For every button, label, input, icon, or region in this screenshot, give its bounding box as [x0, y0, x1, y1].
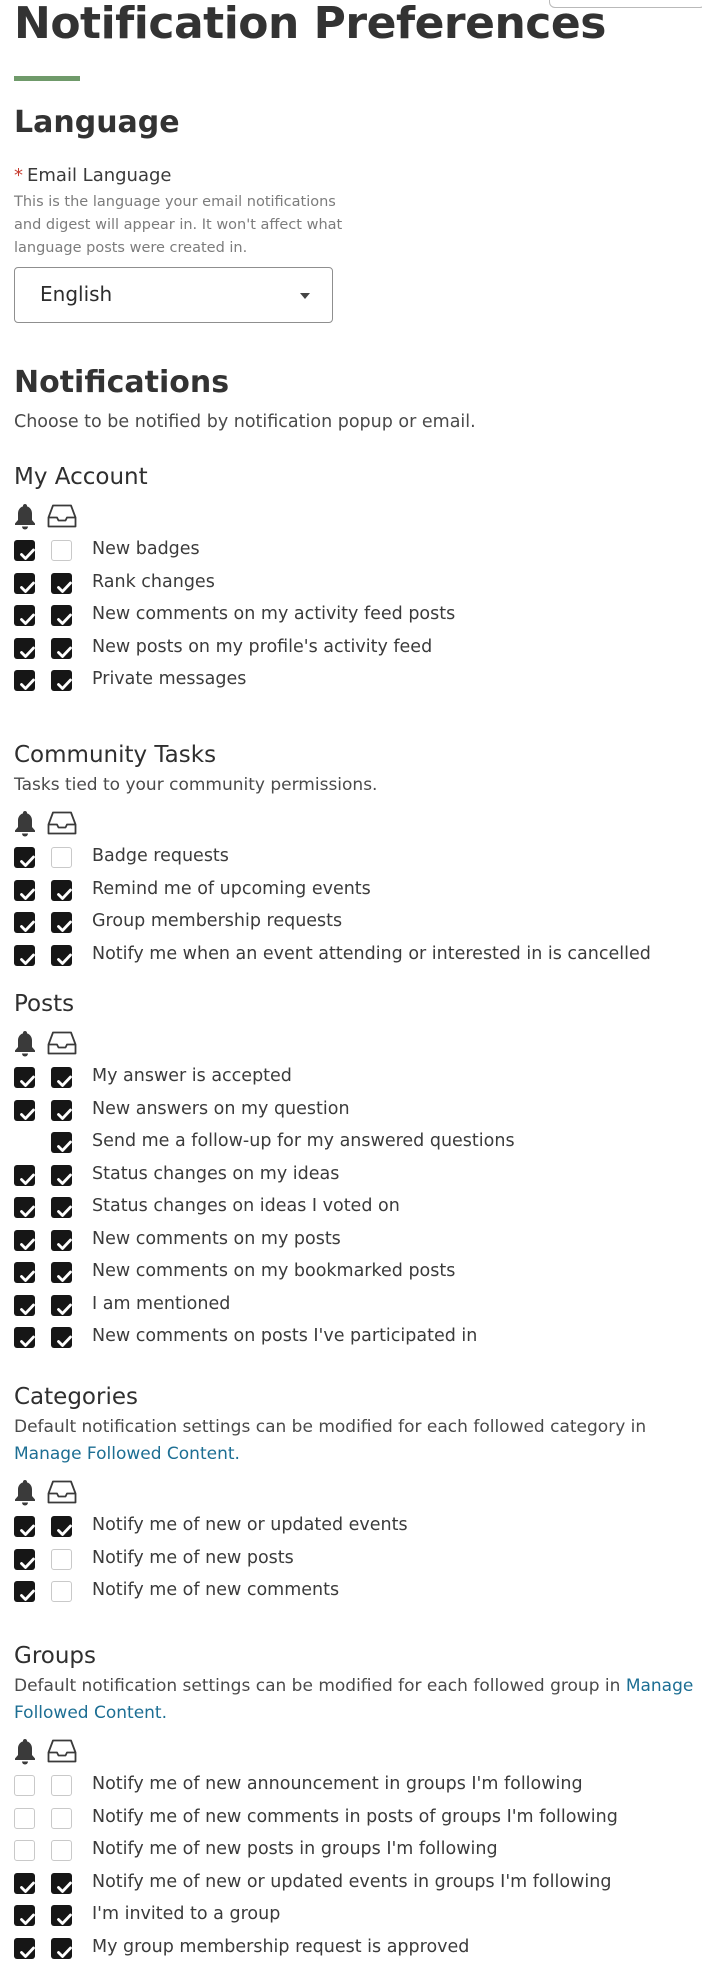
preference-list [14, 847, 702, 977]
preference-label: Notify me of new comments [92, 1580, 340, 1600]
email-checkbox[interactable] [51, 540, 72, 561]
popup-checkbox[interactable] [14, 1230, 35, 1251]
preference-list [14, 1516, 702, 1614]
email-checkbox[interactable] [51, 912, 72, 933]
email-checkbox[interactable] [51, 670, 72, 691]
preference-label: Notify me of new posts in groups I'm following [92, 1839, 498, 1859]
email-language-label-text: Email Language [27, 165, 172, 186]
preference-row [14, 1295, 702, 1328]
preference-label: Status changes on ideas I voted on [92, 1196, 400, 1216]
preference-list [14, 1067, 702, 1360]
section-description-text: Default notification settings can be modified for each followed category in [14, 1417, 647, 1437]
caret-down-icon [300, 293, 310, 299]
preference-label: Remind me of upcoming events [92, 878, 371, 899]
popup-checkbox[interactable] [14, 1775, 35, 1796]
preference-label: New badges [92, 539, 200, 559]
section-title: Groups [14, 1643, 97, 1669]
preference-label: I am mentioned [92, 1293, 231, 1314]
email-checkbox[interactable] [51, 1938, 72, 1959]
preference-label: Badge requests [92, 846, 229, 866]
preference-label: Notify me of new comments in posts of groups I'm following [92, 1806, 618, 1827]
popup-checkbox[interactable] [14, 1840, 35, 1861]
email-checkbox[interactable] [51, 1549, 72, 1570]
preference-label: My group membership request is approved [92, 1936, 470, 1957]
popup-checkbox[interactable] [14, 1873, 35, 1894]
language-heading: Language [14, 105, 180, 140]
preference-label: Notify me when an event attending or interested in is cancelled [92, 943, 651, 964]
email-checkbox[interactable] [51, 1873, 72, 1894]
preference-label: Status changes on my ideas [92, 1163, 340, 1184]
notification-section [14, 740, 702, 977]
preference-label: Group membership requests [92, 911, 343, 931]
preference-row [14, 1581, 702, 1614]
notification-section [14, 1641, 702, 1970]
channel-icons [14, 1737, 702, 1765]
manage-followed-content-link[interactable]: Manage Followed Content. [14, 1444, 240, 1464]
preference-row [14, 540, 702, 573]
preference-label: Notify me of new or updated events in groups I'm following [92, 1871, 612, 1892]
preference-label: Notify me of new announcement in groups I'm following [92, 1774, 583, 1794]
section-description [14, 1414, 702, 1468]
channel-icons [14, 809, 702, 837]
channel-icons [14, 502, 702, 530]
popup-checkbox[interactable] [14, 1938, 35, 1959]
preference-label: New comments on my posts [92, 1228, 341, 1249]
popup-checkbox[interactable] [14, 1295, 35, 1316]
preference-row [14, 605, 702, 638]
preference-row [14, 670, 702, 703]
preference-row [14, 1100, 702, 1133]
preference-label: New comments on my bookmarked posts [92, 1261, 456, 1281]
channel-icons [14, 1478, 702, 1506]
preference-label: Notify me of new or updated events [92, 1515, 408, 1535]
notification-section [14, 462, 702, 703]
preference-label: My answer is accepted [92, 1066, 292, 1086]
popup-checkbox[interactable] [14, 1905, 35, 1926]
email-checkbox[interactable] [51, 1840, 72, 1861]
preference-row [14, 880, 702, 913]
preference-row [14, 1938, 702, 1971]
title-accent-bar [14, 76, 80, 81]
preference-row [14, 1197, 702, 1230]
popup-checkbox[interactable] [14, 847, 35, 868]
email-checkbox[interactable] [51, 573, 72, 594]
preference-label: New posts on my profile's activity feed [92, 636, 433, 657]
email-checkbox[interactable] [51, 1295, 72, 1316]
preference-list [14, 1775, 702, 1970]
section-description-text: Tasks tied to your community permissions. [14, 775, 378, 795]
preference-label: New comments on my activity feed posts [92, 604, 456, 624]
popup-checkbox[interactable] [14, 1808, 35, 1829]
required-marker: * [14, 165, 23, 186]
preference-label: Send me a follow-up for my answered questions [92, 1131, 515, 1151]
preference-row [14, 1262, 702, 1295]
preference-label: New comments on posts I've participated in [92, 1326, 478, 1346]
popup-checkbox[interactable] [14, 912, 35, 933]
email-checkbox[interactable] [51, 1581, 72, 1602]
section-title: Community Tasks [14, 742, 217, 768]
preference-row [14, 1775, 702, 1808]
section-description [14, 772, 702, 799]
email-language-select[interactable] [14, 267, 333, 323]
preference-label: I'm invited to a group [92, 1904, 281, 1924]
email-checkbox[interactable] [51, 1165, 72, 1186]
email-checkbox[interactable] [51, 1327, 72, 1348]
preference-row [14, 1067, 702, 1100]
email-checkbox[interactable] [51, 1516, 72, 1537]
preference-row [14, 1516, 702, 1549]
preference-label: New answers on my question [92, 1098, 350, 1119]
section-title: Categories [14, 1384, 138, 1410]
notifications-heading: Notifications [14, 365, 230, 400]
preference-label: Private messages [92, 669, 247, 689]
email-checkbox[interactable] [51, 1262, 72, 1283]
popup-checkbox[interactable] [14, 1067, 35, 1088]
popup-checkbox[interactable] [14, 945, 35, 966]
email-checkbox[interactable] [51, 1808, 72, 1829]
email-checkbox[interactable] [51, 880, 72, 901]
section-title: Posts [14, 991, 75, 1017]
preference-row [14, 1230, 702, 1263]
notifications-description: Choose to be notified by notification popup or email. [14, 412, 476, 432]
preference-row [14, 1840, 702, 1873]
popup-checkbox[interactable] [14, 1327, 35, 1348]
preference-row [14, 1808, 702, 1841]
popup-checkbox[interactable] [14, 1100, 35, 1121]
page-title: Notification Preferences [14, 0, 606, 49]
popup-checkbox[interactable] [14, 605, 35, 626]
preference-row [14, 945, 702, 978]
manage-followed-content-link[interactable]: Manage Followed Content. [14, 1676, 694, 1723]
popup-checkbox[interactable] [14, 1165, 35, 1186]
email-language-label [14, 165, 172, 186]
email-checkbox[interactable] [51, 1905, 72, 1926]
preference-row [14, 1132, 702, 1165]
email-checkbox[interactable] [51, 1132, 72, 1153]
popup-checkbox[interactable] [14, 1549, 35, 1570]
popup-checkbox[interactable] [14, 1581, 35, 1602]
popup-checkbox[interactable] [14, 540, 35, 561]
email-checkbox[interactable] [51, 638, 72, 659]
popup-checkbox[interactable] [14, 670, 35, 691]
preference-row [14, 573, 702, 606]
email-checkbox[interactable] [51, 605, 72, 626]
preference-label: Rank changes [92, 571, 215, 592]
email-language-help: This is the language your email notifications and digest will appear in. It won't affect what language posts were created in. [14, 194, 343, 256]
popup-checkbox[interactable] [14, 1262, 35, 1283]
preference-row [14, 1905, 702, 1938]
preference-row [14, 638, 702, 671]
email-checkbox[interactable] [51, 1067, 72, 1088]
email-checkbox[interactable] [51, 1100, 72, 1121]
preference-label: Notify me of new posts [92, 1547, 294, 1568]
email-language-value: English [40, 282, 113, 306]
popup-checkbox[interactable] [14, 1516, 35, 1537]
email-checkbox[interactable] [51, 1775, 72, 1796]
email-checkbox[interactable] [51, 945, 72, 966]
popup-checkbox[interactable] [14, 1197, 35, 1218]
preference-row [14, 1873, 702, 1906]
email-checkbox[interactable] [51, 1230, 72, 1251]
preference-row [14, 1327, 702, 1360]
preference-list [14, 540, 702, 703]
channel-icons [14, 1029, 702, 1057]
notification-section [14, 989, 702, 1360]
email-checkbox[interactable] [51, 847, 72, 868]
preference-row [14, 912, 702, 945]
section-description [14, 1673, 702, 1727]
preference-row [14, 1549, 702, 1582]
section-title: My Account [14, 464, 148, 490]
notification-section [14, 1382, 702, 1614]
email-checkbox[interactable] [51, 1197, 72, 1218]
popup-checkbox[interactable] [14, 573, 35, 594]
popup-checkbox[interactable] [14, 638, 35, 659]
preference-row [14, 1165, 702, 1198]
section-description-text: Default notification settings can be modified for each followed group in [14, 1676, 621, 1696]
preference-row [14, 847, 702, 880]
popup-checkbox[interactable] [14, 880, 35, 901]
